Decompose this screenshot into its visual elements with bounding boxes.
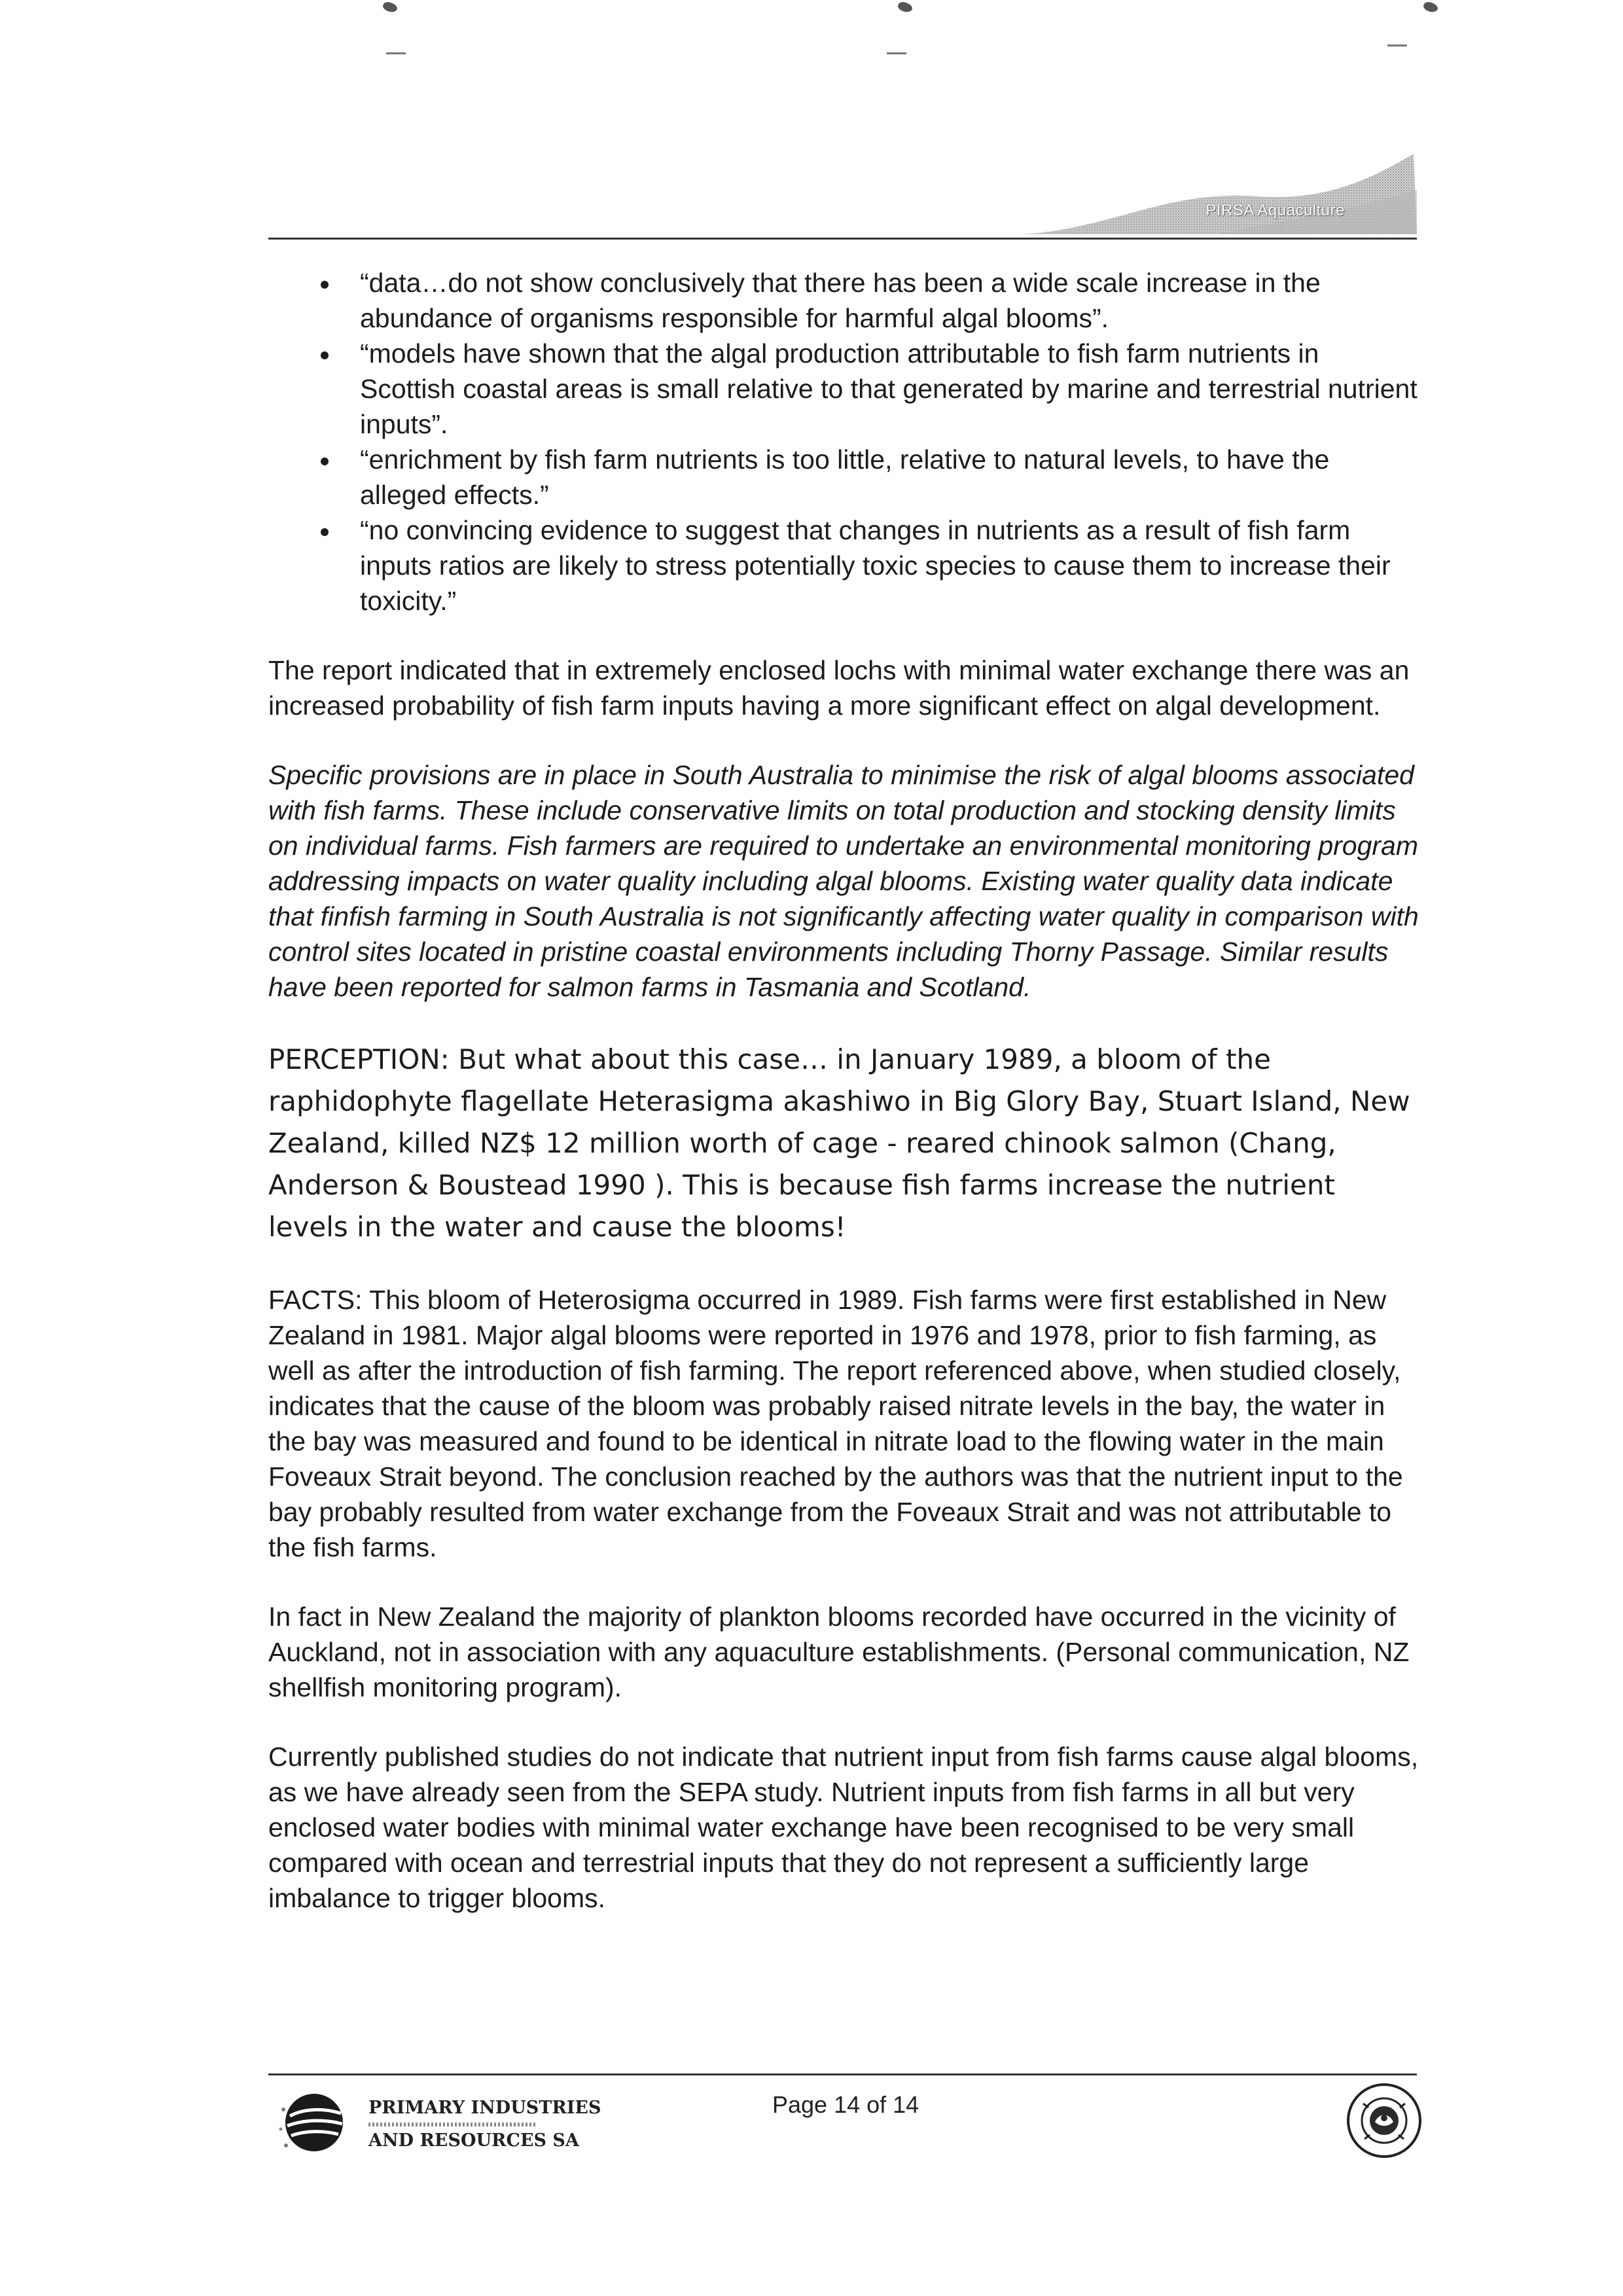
banner-title: PIRSA Aquaculture: [1205, 202, 1345, 219]
scan-mark-center: [897, 0, 914, 14]
org-name-line1: PRIMARY INDUSTRIES: [368, 2098, 601, 2118]
quote-text: “models have shown that the algal production attributable to fish farm nutrients in Scottish coastal areas is small relative to that generated by marine and terrestrial nutrient inputs”.: [360, 338, 1418, 439]
org-name-line2: AND RESOURCES SA: [368, 2130, 579, 2151]
bullet-icon: [321, 528, 329, 536]
bullet-icon: [321, 457, 329, 465]
quote-text: “enrichment by fish farm nutrients is too little, relative to natural levels, to have the alleged effects.”: [360, 444, 1330, 510]
quote-item: [268, 512, 1420, 619]
bullet-icon: [321, 281, 329, 289]
pirsa-emblem-icon: [278, 2090, 350, 2155]
document-body: [268, 265, 1420, 1916]
org-name-separator: [368, 2123, 535, 2126]
scan-mark-right: [1422, 0, 1439, 14]
perception-paragraph: PERCEPTION: But what about this case… in January 1989, a bloom of the raphidophyte flagellate Heterasigma akashiwo in Big Glory Bay, Stuart Island, New Zealand, killed NZ$ 12 million worth of cage - reared chinook salmon (Chang, Anderson & Boustead 1990 ). This is because fish farms increase the nutrient levels in the water and cause the blooms!: [268, 1043, 1410, 1243]
quote-list: [268, 265, 1420, 619]
header-divider: [268, 238, 1417, 240]
footer-divider: [268, 2073, 1417, 2075]
scan-tick-left: [386, 52, 406, 54]
page-number: Page 14 of 14: [772, 2091, 919, 2118]
studies-paragraph: Currently published studies do not indicate that nutrient input from fish farms cause algal blooms, as we have already seen from the SEPA study. Nutrient inputs from fish farms in all but very enclosed water bodies with minimal water exchange have been recognised to be very small compared with ocean and terrestrial inputs that they do not represent a sufficiently large imbalance to trigger blooms.: [268, 1742, 1419, 1913]
south-australia-seal-icon: [1345, 2081, 1423, 2160]
scan-mark-left: [382, 0, 399, 14]
report-paragraph: The report indicated that in extremely enclosed lochs with minimal water exchange there was an increased probability of fish farm inputs having a more significant effect on algal development.: [268, 655, 1410, 721]
pirsa-logo: [278, 2085, 601, 2157]
header-banner: [1021, 151, 1417, 236]
provisions-paragraph: Specific provisions are in place in South Australia to minimise the risk of algal blooms associated with fish farms. These include conservative limits on total production and stocking density limits on individual farms. Fish farmers are required to undertake an environmental monitoring program addressing impacts on water quality including algal blooms. Existing water quality data indicate that finfish farming in South Australia is not significantly affecting water quality in comparison with control sites located in pristine coastal environments including Thorny Passage. Similar results have been reported for salmon farms in Tasmania and Scotland.: [268, 760, 1419, 1002]
quote-item: [268, 336, 1420, 442]
new-zealand-paragraph: In fact in New Zealand the majority of plankton blooms recorded have occurred in the vicinity of Auckland, not in association with any aquaculture establishments. (Personal communication, NZ shellfish monitoring program).: [268, 1602, 1410, 1702]
quote-item: [268, 442, 1420, 512]
quote-item: [268, 265, 1420, 336]
quote-text: “no convincing evidence to suggest that changes in nutrients as a result of fish farm inputs ratios are likely to stress potentially toxic species to cause them to increase their toxicity.”: [360, 515, 1391, 616]
scan-tick-center: [887, 52, 906, 54]
facts-paragraph: FACTS: This bloom of Heterosigma occurred in 1989. Fish farms were first established in New Zealand in 1981. Major algal blooms were reported in 1976 and 1978, prior to fish farming, as well as after the introduction of fish farming. The report referenced above, when studied closely, indicates that the cause of the bloom was probably raised nitrate levels in the bay, the water in the bay was measured and found to be identical in nitrate load to the flowing water in the main Foveaux Strait beyond. The conclusion reached by the authors was that the nutrient input to the bay probably resulted from water exchange from the Foveaux Strait and was not attributable to the fish farms.: [268, 1285, 1403, 1562]
banner-wave-graphic: [1021, 151, 1417, 236]
bullet-icon: [321, 351, 329, 359]
quote-text: “data…do not show conclusively that there has been a wide scale increase in the abundance of organisms responsible for harmful algal blooms”.: [360, 268, 1321, 333]
scan-tick-right: [1387, 45, 1407, 46]
